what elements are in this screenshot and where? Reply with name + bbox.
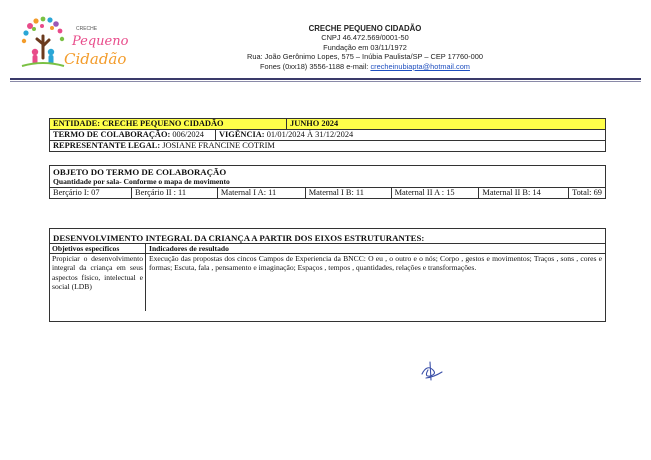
development-header-row bbox=[50, 244, 605, 254]
validity-value: 01/01/2024 À 31/12/2024 bbox=[266, 130, 354, 139]
room-cell: Maternal I A: 11 bbox=[218, 188, 306, 198]
validity-label: VIGÊNCIA: bbox=[219, 130, 265, 139]
entity-row bbox=[50, 119, 605, 130]
signature-mark bbox=[418, 358, 444, 384]
letterhead bbox=[200, 24, 530, 71]
representative-row bbox=[50, 141, 605, 151]
email-link[interactable]: crecheinubiapta@hotmail.com bbox=[370, 61, 470, 71]
indicators-text: Execução das propostas dos cincos Campos de Experiencia da BNCC: O eu , o outro e o nós; Corpo , gestos e movimentos; Traços , sons , cores e formas; Escuta, fala , pensamento e imaginação; Espaços , tempos , quantidades, relações e transformações. bbox=[149, 254, 602, 273]
room-total: Total: 69 bbox=[572, 188, 602, 197]
entity-table bbox=[49, 118, 606, 152]
cnpj: CNPJ 46.472.569/0001-50 bbox=[321, 33, 409, 43]
development-table bbox=[49, 228, 606, 322]
term-cell bbox=[50, 130, 216, 140]
development-body-row bbox=[50, 254, 605, 311]
object-title: OBJETO DO TERMO DE COLABORAÇÃO bbox=[53, 167, 227, 177]
address: Rua: João Gerônimo Lopes, 575 – Inúbia Paulista/SP – CEP 17760-000 bbox=[247, 52, 483, 62]
validity-cell bbox=[216, 130, 605, 140]
org-name: CRECHE PEQUENO CIDADÃO bbox=[308, 24, 422, 33]
room-cell: Berçário II : 11 bbox=[132, 188, 218, 198]
term-row bbox=[50, 130, 605, 141]
rooms-row bbox=[50, 188, 605, 198]
email-label: e-mail: bbox=[346, 61, 369, 71]
phones: Fones (0xx18) 3556-1188 bbox=[260, 61, 345, 71]
header-rule-thin bbox=[10, 81, 641, 82]
fundacao: Fundação em 03/11/1972 bbox=[323, 42, 407, 52]
objectives-header: Objetivos específicos bbox=[50, 244, 146, 253]
logo-small-text: CRECHE bbox=[76, 26, 98, 32]
contact-line bbox=[200, 62, 530, 71]
room-cell: Berçário I: 07 bbox=[50, 188, 132, 198]
indicators-header: Indicadores de resultado bbox=[149, 244, 229, 253]
room-cell: Maternal II B: 14 bbox=[479, 188, 569, 198]
room-cell: Maternal I B: 11 bbox=[306, 188, 392, 198]
room-cell: Maternal II A : 15 bbox=[392, 188, 480, 198]
logo-tree bbox=[22, 36, 64, 66]
header-rule bbox=[10, 78, 641, 80]
term-label: TERMO DE COLABORAÇÃO: bbox=[53, 130, 171, 139]
logo-line2: Cidadão bbox=[64, 50, 127, 68]
creche-logo bbox=[14, 14, 129, 72]
representative-value: JOSIANE FRANCINE COTRIM bbox=[162, 141, 275, 150]
entity-name: ENTIDADE: CRECHE PEQUENO CIDADÃO bbox=[50, 119, 287, 129]
representative-cell bbox=[50, 141, 605, 151]
entity-month: JUNHO 2024 bbox=[287, 119, 605, 129]
logo-line1: Pequeno bbox=[72, 34, 129, 49]
term-value: 006/2024 bbox=[172, 130, 204, 139]
representative-label: REPRESENTANTE LEGAL: bbox=[53, 141, 161, 150]
object-table bbox=[49, 165, 606, 199]
object-subtitle: Quantidade por sala- Conforme o mapa de movimento bbox=[50, 177, 605, 188]
objectives-text: Propiciar o desenvolvimento integral da criança em seus aspectos físico, intelectual e social (LDB) bbox=[50, 254, 146, 311]
development-title: DESENVOLVIMENTO INTEGRAL DA CRIANÇA A PARTIR DOS EIXOS ESTRUTURANTES: bbox=[50, 229, 605, 244]
